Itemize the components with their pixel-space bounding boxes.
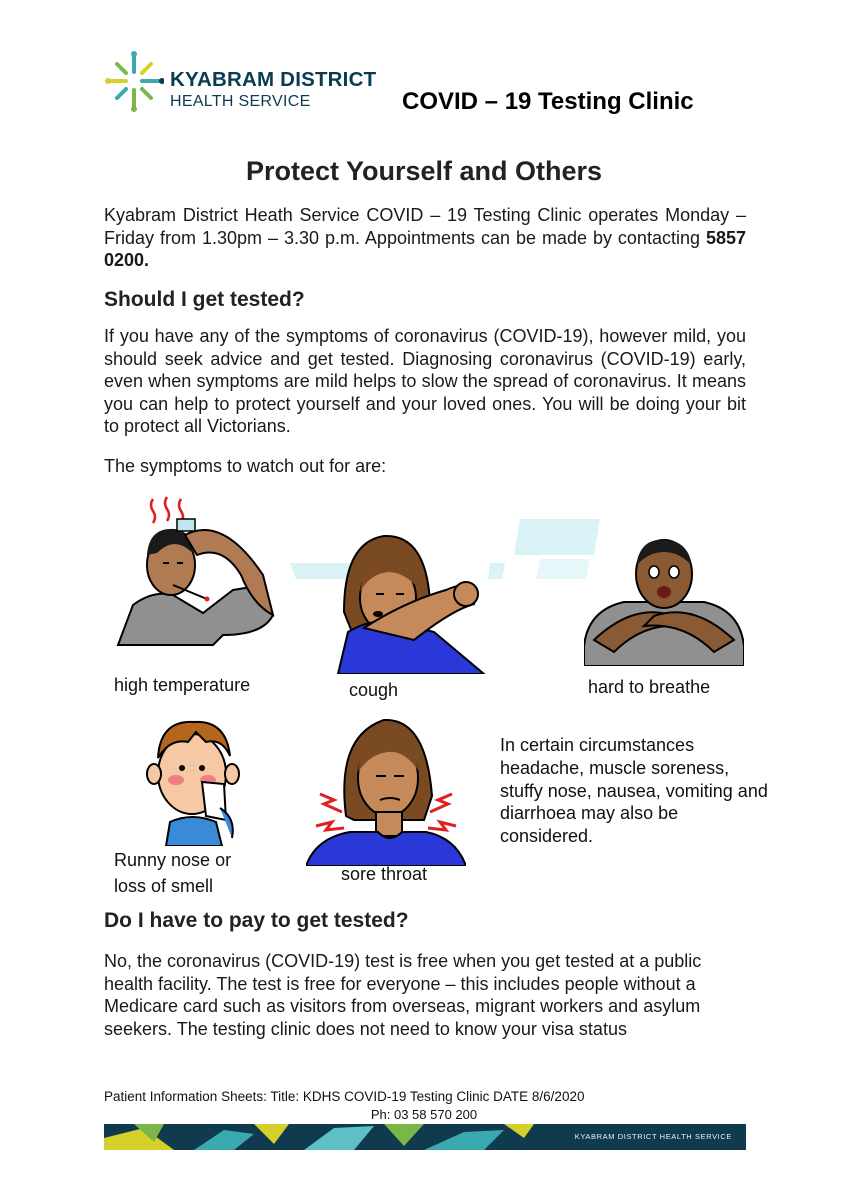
symptom-label-loss-of-smell: loss of smell [114, 876, 214, 896]
clinic-title: COVID – 19 Testing Clinic [402, 88, 694, 115]
other-symptoms-text: In certain circumstances headache, muscle soreness, stuffy nose, nausea, vomiting and diarrhoea may also be considered. [500, 735, 768, 847]
org-name-line2: HEALTH SERVICE [170, 93, 311, 110]
hard-to-breathe-illustration-icon [584, 536, 744, 666]
intro-text: Kyabram District Heath Service COVID – 19 Testing Clinic operates Monday – Friday from 1.30pm – 3.30 p.m. Appointments can be made by contacting [104, 205, 746, 248]
section-heading-should-test: Should I get tested? [104, 288, 305, 311]
symptom-label-hard-to-breathe: hard to breathe [588, 677, 711, 697]
high-temperature-illustration-icon [113, 495, 275, 647]
pay-paragraph: No, the coronavirus (COVID-19) test is free when you get tested at a public health facility. The test is free for everyone – this includes people without a Medicare card such as visitors from overseas, migrant workers and asylum seekers. The testing clinic does not need to know your visa status [104, 951, 702, 1039]
section-heading-pay: Do I have to pay to get tested? [104, 909, 409, 932]
sore-throat-illustration-icon [306, 716, 466, 866]
footer-document-info: Patient Information Sheets: Title: KDHS COVID-19 Testing Clinic DATE 8/6/2020 [104, 1089, 585, 1104]
org-name-line1: KYABRAM DISTRICT [170, 68, 377, 91]
symptom-label-cough: cough [349, 680, 399, 700]
page-title: Protect Yourself and Others [245, 156, 603, 186]
kdhs-flower-logo-icon [104, 50, 164, 112]
kdhs-logo [104, 50, 384, 114]
symptom-label-high-temperature: high temperature [114, 675, 251, 695]
footer-org-name: KYABRAM DISTRICT HEALTH SERVICE [574, 1132, 732, 1141]
footer-banner [104, 1124, 746, 1150]
footer-pattern-icon [104, 1124, 544, 1150]
symptom-label-sore-throat: sore throat [341, 864, 428, 884]
intro-paragraph [104, 204, 746, 272]
symptoms-intro: The symptoms to watch out for are: [104, 456, 387, 476]
should-test-paragraph: If you have any of the symptoms of coronavirus (COVID-19), however mild, you should seek advice and get tested. Diagnosing coronavirus (COVID-19) early, even when symptoms are mild helps to slow the spread of coronavirus. It means you can help to protect yourself and your loved ones. You will be doing your bit to protect all Victorians. [104, 326, 746, 436]
symptom-label-runny-nose: Runny nose or [114, 850, 232, 870]
runny-nose-illustration-icon [146, 718, 242, 846]
footer-phone: Ph: 03 58 570 200 [370, 1107, 478, 1122]
appointment-phone: 5857 0200. [104, 227, 746, 270]
cough-illustration-icon [334, 532, 492, 674]
